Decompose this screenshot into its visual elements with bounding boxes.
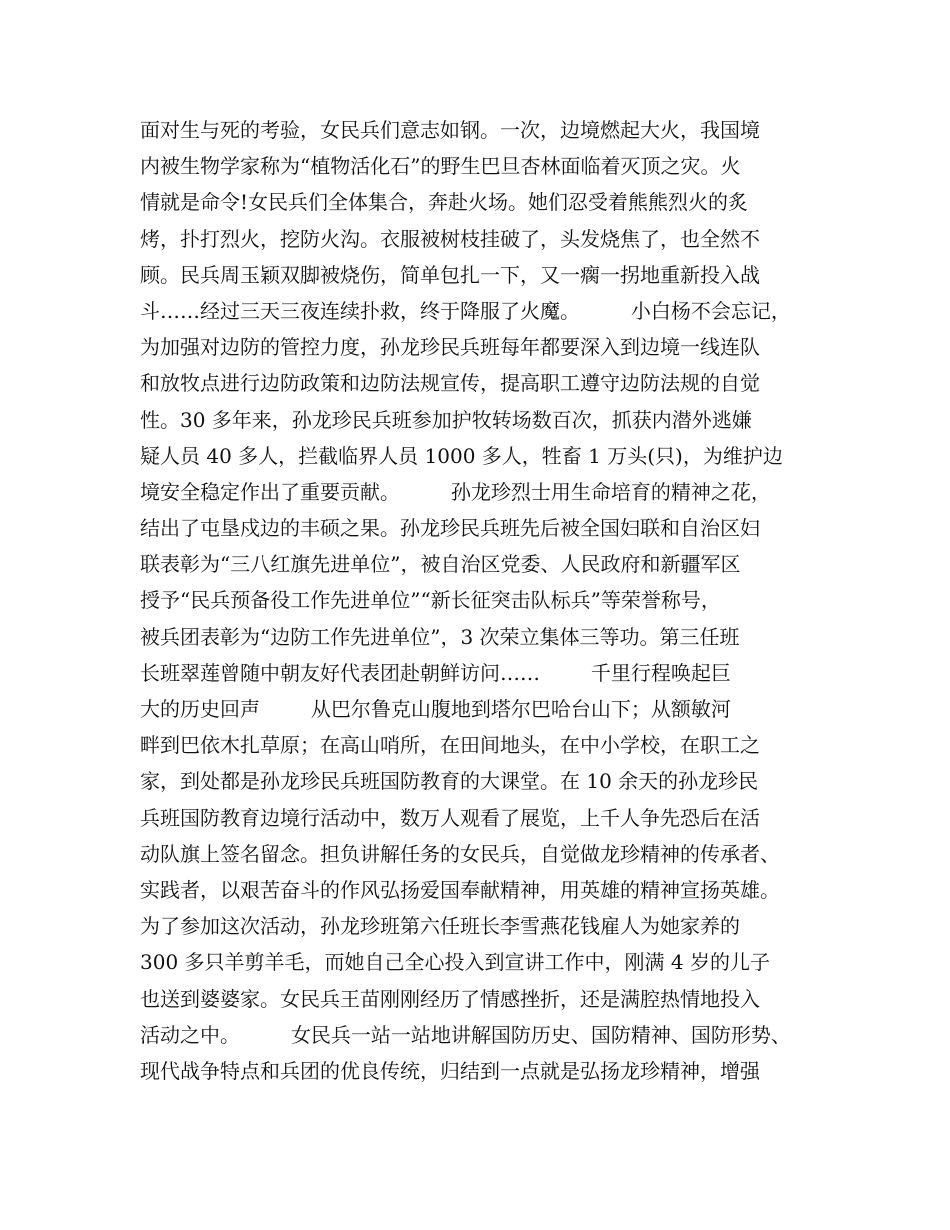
- text-line: 活动之中。 女民兵一站一站地讲解国防历史、国防精神、国防形势、: [140, 1022, 791, 1047]
- text-line: 境安全稳定作出了重要贡献。 孙龙珍烈士用生命培育的精神之花，: [140, 479, 771, 504]
- text-line: 斗……经过三天三夜连续扑救，终于降服了火魔。 小白杨不会忘记，: [140, 298, 791, 323]
- text-line: 面对生与死的考验，女民兵们意志如钢。一次，边境燃起大火，我国境: [140, 118, 760, 142]
- text-line: 现代战争特点和兵团的优良传统，归结到一点就是弘扬龙珍精神，增强: [140, 1058, 760, 1083]
- text-line: 疑人员 40 多人，拦截临界人员 1000 多人，牲畜 1 万头(只)，为维护边: [140, 443, 783, 468]
- body-text: [140, 112, 830, 1089]
- text-line: 和放牧点进行边防政策和边防法规宣传，提高职工遵守边防法规的自觉: [140, 371, 760, 396]
- text-line: 授予“民兵预备役工作先进单位”“新长征突击队标兵”等荣誉称号，: [140, 588, 721, 613]
- text-line: 实践者，以艰苦奋斗的作风弘扬爱国奉献精神，用英雄的精神宣扬英雄。: [140, 877, 780, 902]
- text-line: 也送到婆婆家。女民兵王苗刚刚经历了情感挫折，还是满腔热情地投入: [140, 986, 760, 1011]
- text-line: 畔到巴依木扎草原；在高山哨所，在田间地头，在中小学校，在职工之: [140, 733, 760, 758]
- text-line: 性。30 多年来，孙龙珍民兵班参加护牧转场数百次，抓获内潜外逃嫌: [140, 407, 752, 432]
- text-line: 为了参加这次活动，孙龙珍班第六任班长李雪燕花钱雇人为她家养的: [140, 914, 740, 939]
- text-line: 联表彰为“三八红旗先进单位”，被自治区党委、人民政府和新疆军区: [140, 552, 741, 577]
- text-line: 被兵团表彰为“边防工作先进单位”，3 次荣立集体三等功。第三任班: [140, 624, 740, 649]
- text-line: 情就是命令!女民兵们全体集合，奔赴火场。她们忍受着熊熊烈火的炙: [140, 190, 749, 215]
- text-line: 动队旗上签名留念。担负讲解任务的女民兵，自觉做龙珍精神的传承者、: [140, 841, 780, 866]
- text-line: 内被生物学家称为“植物活化石”的野生巴旦杏林面临着灭顶之灾。火: [140, 154, 741, 179]
- text-line: 长班翠莲曾随中朝友好代表团赴朝鲜访问…… 千里行程唤起巨: [140, 660, 731, 685]
- text-line: 大的历史回声 从巴尔鲁克山腹地到塔尔巴哈台山下；从额敏河: [140, 697, 731, 721]
- text-line: 结出了屯垦戍边的丰硕之果。孙龙珍民兵班先后被全国妇联和自治区妇: [140, 516, 760, 541]
- text-line: 顾。民兵周玉颖双脚被烧伤，简单包扎一下，又一瘸一拐地重新投入战: [140, 262, 760, 287]
- text-line: 300 多只羊剪羊毛，而她自己全心投入到宣讲工作中，刚满 4 岁的儿子: [140, 950, 770, 975]
- text-line: 为加强对边防的管控力度，孙龙珍民兵班每年都要深入到边境一线连队: [140, 335, 760, 360]
- text-line: 烤，扑打烈火，挖防火沟。衣服被树枝挂破了，头发烧焦了，也全然不: [140, 226, 760, 251]
- text-line: 兵班国防教育边境行活动中，数万人观看了展览，上千人争先恐后在活: [140, 805, 760, 830]
- text-line: 家，到处都是孙龙珍民兵班国防教育的大课堂。在 10 余天的孙龙珍民: [140, 769, 759, 794]
